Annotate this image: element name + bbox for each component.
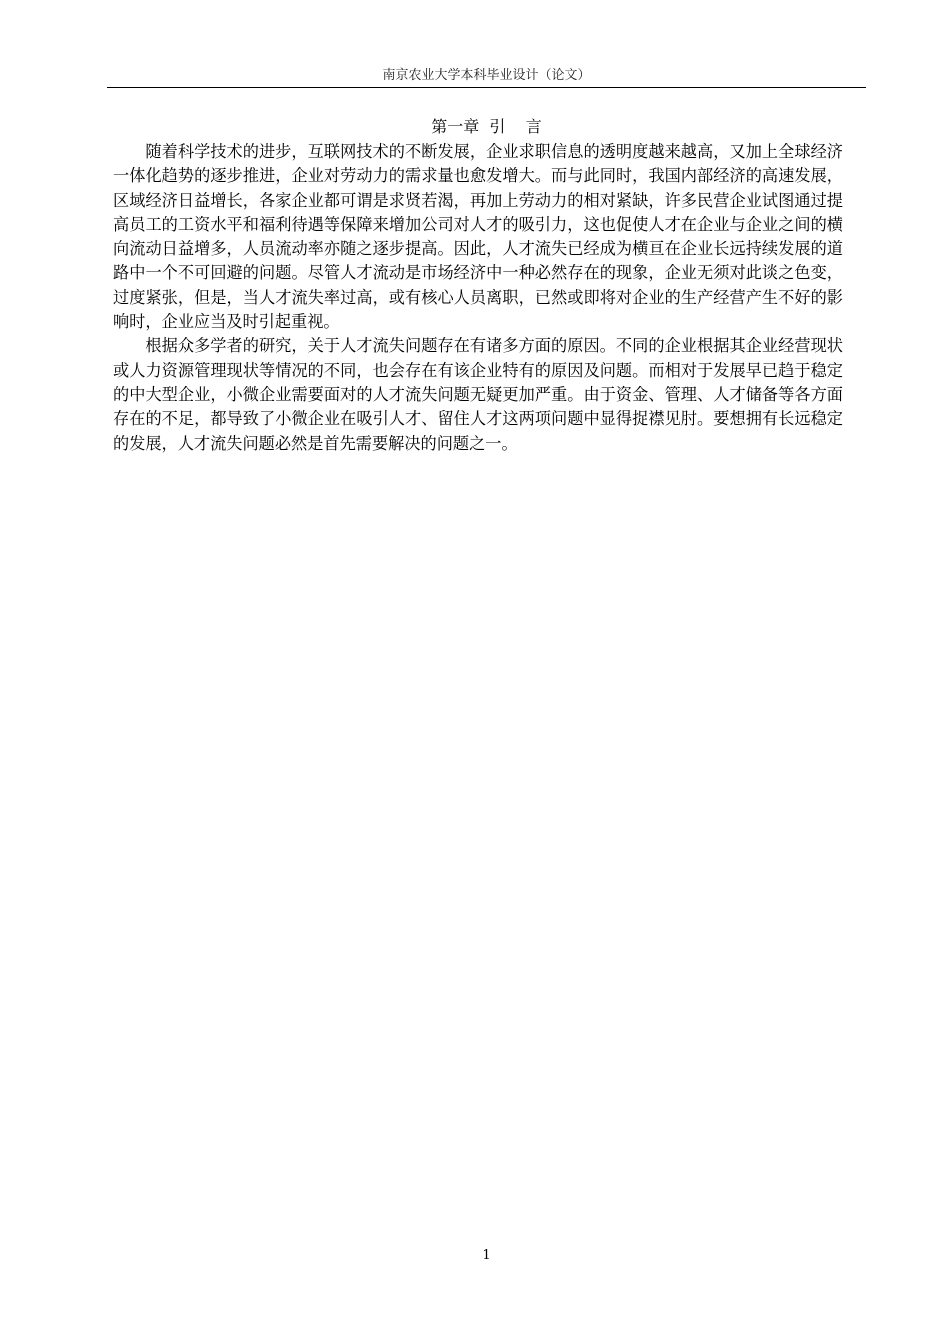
body-text bbox=[113, 140, 843, 456]
paragraph-1: 随着科学技术的进步，互联网技术的不断发展，企业求职信息的透明度越来越高，又加上全球经济一体化趋势的逐步推进，企业对劳动力的需求量也愈发增大。而与此同时，我国内部经济的高速发展，区域经济日益增长，各家企业都可谓是求贤若渴，再加上劳动力的相对紧缺，许多民营企业试图通过提高员工的工资水平和福利待遇等保障来增加公司对人才的吸引力，这也促使人才在企业与企业之间的横向流动日益增多，人员流动率亦随之逐步提高。因此，人才流失已经成为横亘在企业长远持续发展的道路中一个不可回避的问题。尽管人才流动是市场经济中一种必然存在的现象，企业无须对此谈之色变，过度紧张，但是，当人才流失率过高，或有核心人员离职，已然或即将对企业的生产经营产生不好的影响时，企业应当及时引起重视。 bbox=[113, 142, 843, 332]
paragraph-2: 根据众多学者的研究，关于人才流失问题存在有诸多方面的原因。不同的企业根据其企业经营现状或人力资源管理现状等情况的不同，也会存在有该企业特有的原因及问题。而相对于发展早已趋于稳定的中大型企业，小微企业需要面对的人才流失问题无疑更加严重。由于资金、管理、人才储备等各方面存在的不足，都导致了小微企业在吸引人才、留住人才这两项问题中显得捉襟见肘。要想拥有长远稳定的发展，人才流失问题必然是首先需要解决的问题之一。 bbox=[113, 336, 843, 453]
chapter-title: 第一章 引 言 bbox=[431, 117, 542, 136]
page-number: 1 bbox=[482, 1248, 491, 1263]
header-rule bbox=[107, 87, 866, 88]
running-header: 南京农业大学本科毕业设计（论文） bbox=[382, 68, 591, 83]
